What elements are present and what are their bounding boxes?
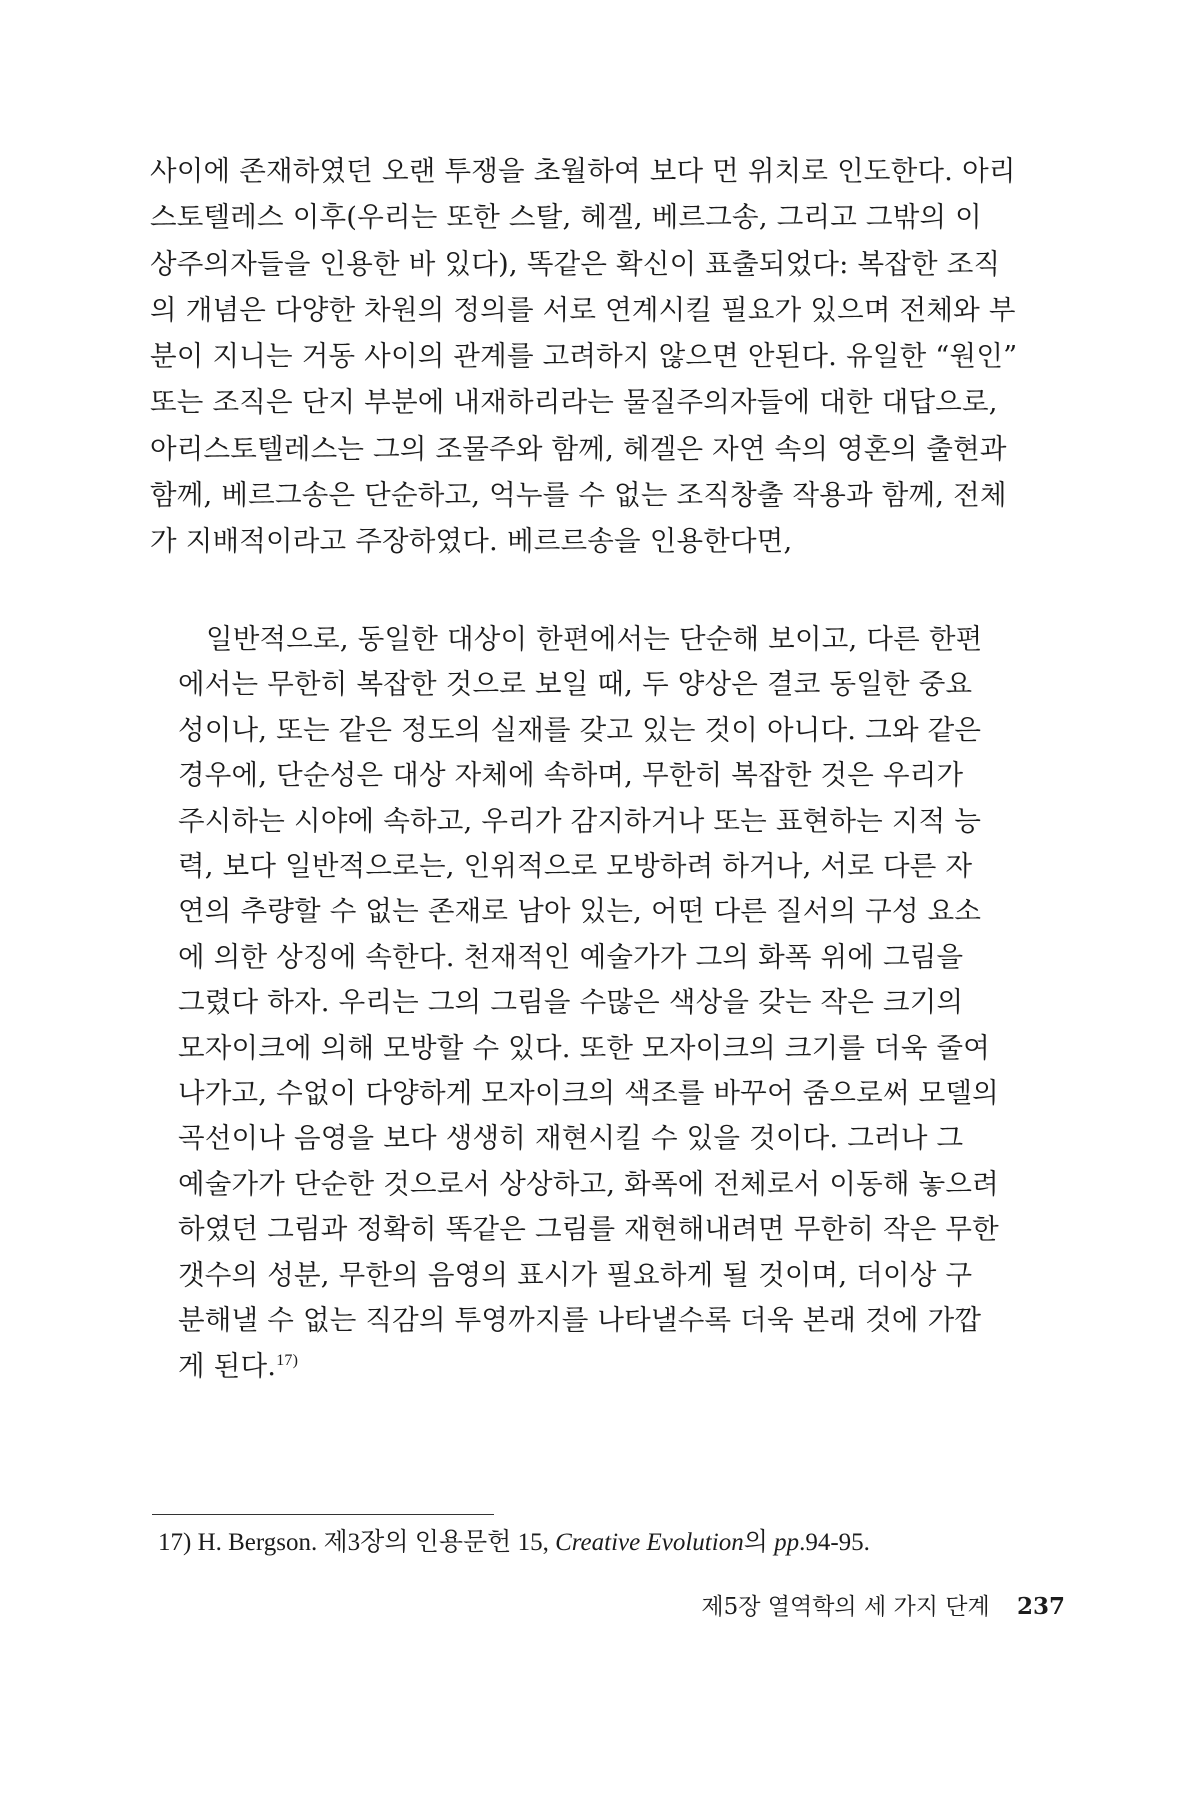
footnote-pages-abbr: pp [774,1529,800,1556]
paragraph-line: 의 개념은 다양한 차원의 정의를 서로 연계시킬 필요가 있으며 전체와 부 [150,293,1016,326]
footnote-author: H. Bergson. [197,1529,318,1556]
chapter-title: 제5장 열역학의 세 가지 단계 [701,1594,990,1620]
footnote-divider [152,1514,494,1515]
quote-line [178,617,1075,662]
quote-line: 모자이크에 의해 모방할 수 있다. 또한 모자이크의 크기를 더욱 줄여 [178,1031,991,1064]
quote-line: 나가고, 수없이 다양하게 모자이크의 색조를 바꾸어 줌으로써 모델의 [178,1077,999,1110]
quote-line: 예술가가 단순한 것으로서 상상하고, 화폭에 전체로서 이동해 놓으려 [178,1167,999,1200]
quote-line: 분해낼 수 없는 직감의 투영까지를 나타낼수록 더욱 본래 것에 가깝 [178,1304,982,1337]
paragraph-line: 아리스토텔레스는 그의 조물주와 함께, 헤겔은 자연 속의 영혼의 출현과 [150,432,1007,465]
quote-line: 에서는 무한히 복잡한 것으로 보일 때, 두 양상은 결코 동일한 중요 [178,668,973,701]
footnote-marker: 17) [276,1351,299,1369]
quote-line: 연의 추량할 수 없는 존재로 남아 있는, 어떤 다른 질서의 구성 요소 [178,895,982,928]
paragraph-line: 또는 조직은 단지 부분에 내재하리라는 물질주의자들에 대한 대답으로, [150,386,998,419]
quote-line: 경우에, 단순성은 대상 자체에 속하며, 무한히 복잡한 것은 우리가 [178,759,964,792]
footnote-title: Creative Evolution [555,1529,744,1556]
paragraph-line: 함께, 베르그송은 단순하고, 억누를 수 없는 조직창출 작용과 함께, 전체 [150,479,1007,512]
quote-last-line-text: 게 된다. [178,1349,277,1382]
paragraph-line: 스토텔레스 이후(우리는 또한 스탈, 헤겔, 베르그송, 그리고 그밖의 이 [150,201,982,234]
body-paragraph [150,148,1075,565]
block-quote [178,617,1075,1389]
quote-line: 하였던 그림과 정확히 똑같은 그림를 재현해내려면 무한히 작은 무한 [178,1213,999,1246]
quote-line-text: 일반적으로, 동일한 대상이 한편에서는 단순해 보이고, 다른 한편 [206,623,983,655]
paragraph-line: 사이에 존재하였던 오랜 투쟁을 초월하여 보다 먼 위치로 인도한다. 아리 [150,155,1016,187]
quote-line [178,1344,1075,1389]
running-footer [701,1590,1065,1624]
footnote-ref: 제3장의 인용문헌 15, [323,1529,549,1556]
quote-line: 력, 보다 일반적으로는, 인위적으로 모방하려 하거나, 서로 다른 자 [178,850,973,883]
footnote-pages: .94-95. [799,1529,870,1556]
quote-line: 에 의한 상징에 속한다. 천재적인 예술가가 그의 화폭 위에 그림을 [178,940,964,973]
quote-line: 성이나, 또는 같은 정도의 실재를 갖고 있는 것이 아니다. 그와 같은 [178,713,982,746]
footnote-possessive: 의 [743,1529,768,1556]
quote-line: 곡선이나 음영을 보다 생생히 재현시킬 수 있을 것이다. 그러나 그 [178,1122,964,1155]
quote-line: 갯수의 성분, 무한의 음영의 표시가 필요하게 될 것이며, 더이상 구 [178,1258,973,1291]
footnote-number: 17) [158,1529,192,1556]
paragraph-line: 분이 지니는 거동 사이의 관계를 고려하지 않으면 안된다. 유일한 “원인” [150,340,1018,373]
paragraph-line: 가 지배적이라고 주장하였다. 베르르송을 인용한다면, [150,525,793,558]
quote-line: 그렸다 하자. 우리는 그의 그림을 수많은 색상을 갖는 작은 크기의 [178,986,964,1019]
page-number: 237 [1016,1593,1065,1620]
paragraph-line: 상주의자들을 인용한 바 있다), 똑같은 확신이 표출되었다: 복잡한 조직 [150,247,1001,280]
footnote [158,1524,1058,1562]
quote-line: 주시하는 시야에 속하고, 우리가 감지하거나 또는 표현하는 지적 능 [178,804,982,837]
